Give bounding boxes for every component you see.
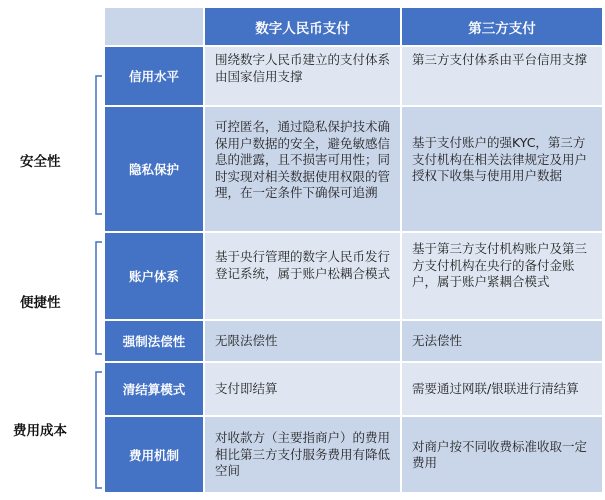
cell-settlement-digital: 支付即结算: [205, 363, 400, 415]
header-third-party: 第三方支付: [402, 8, 602, 45]
row-label-fee: 费用机制: [105, 417, 203, 492]
cell-credit-third: 第三方支付体系由平台信用支撑: [402, 47, 602, 105]
row-label-privacy: 隐私保护: [105, 107, 203, 231]
category-convenience: 便捷性: [20, 295, 61, 311]
cell-account-third: 基于第三方支付机构账户及第三方支付机构在央行的备付金账户，属于账户紧耦合模式: [402, 233, 602, 319]
header-digital-rmb: 数字人民币支付: [205, 8, 400, 45]
cell-privacy-digital: 可控匿名，通过隐私保护技术确保用户数据的安全，避免敏感信息的泄露，且不损害可用性；同时实现对相关数据使用权限的管理，在一定条件下确保可追溯: [205, 107, 400, 231]
bracket-cost: [96, 372, 102, 488]
row-label-settlement: 清结算模式: [105, 363, 203, 415]
row-label-credit: 信用水平: [105, 47, 203, 105]
bracket-convenience: [96, 242, 102, 354]
row-label-legal-tender: 强制法偿性: [105, 321, 203, 361]
cell-account-digital: 基于央行管理的数字人民币发行登记系统，属于账户松耦合模式: [205, 233, 400, 319]
header-corner: [105, 8, 203, 45]
category-security: 安全性: [20, 154, 61, 170]
cell-fee-third: 对商户按不同收费标准收取一定费用: [402, 417, 602, 492]
cell-legal-tender-third: 无法偿性: [402, 321, 602, 361]
cell-settlement-third: 需要通过网联/银联进行清结算: [402, 363, 602, 415]
bracket-security: [96, 76, 102, 214]
cell-credit-digital: 围绕数字人民币建立的支付体系由国家信用支撑: [205, 47, 400, 105]
cell-fee-digital: 对收款方（主要指商户）的费用相比第三方支付服务费用有降低空间: [205, 417, 400, 492]
cell-legal-tender-digital: 无限法偿性: [205, 321, 400, 361]
cell-privacy-third: 基于支付账户的强KYC，第三方支付机构在相关法律规定及用户授权下收集与使用用户数据: [402, 107, 602, 231]
row-label-account: 账户体系: [105, 233, 203, 319]
category-cost: 费用成本: [13, 423, 67, 439]
